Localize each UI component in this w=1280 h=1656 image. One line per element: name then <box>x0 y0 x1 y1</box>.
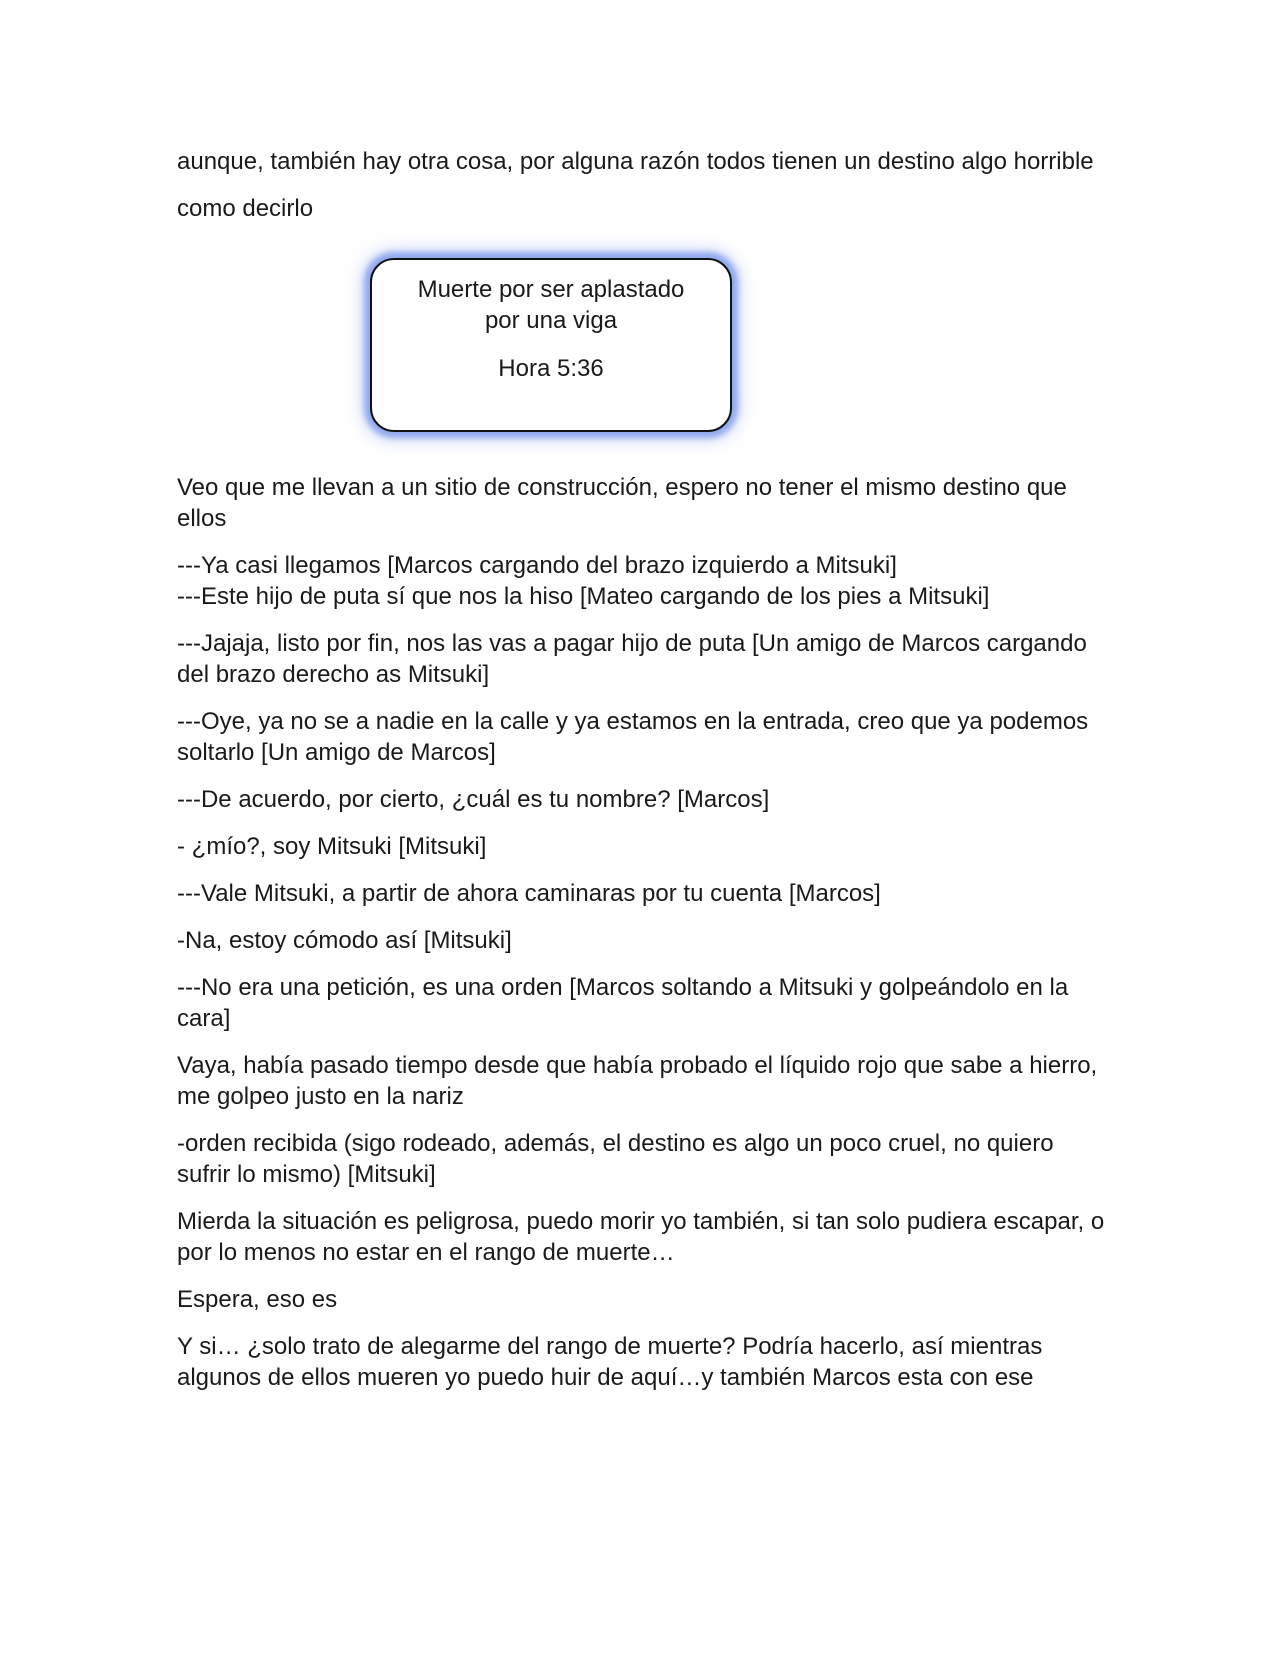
paragraph-dialogue-order: ---No era una petición, es una orden [Marcos soltando a Mitsuki y golpeándolo en la cara] <box>177 974 1069 1032</box>
dialogue-line-marcos: ---Ya casi llegamos [Marcos cargando del brazo izquierdo a Mitsuki] <box>177 552 897 579</box>
paragraph-dialogue-mitsuki: - ¿mío?, soy Mitsuki [Mitsuki] <box>177 833 487 860</box>
paragraph-danger: Mierda la situación es peligrosa, puedo morir yo también, si tan solo pudiera escapar, o por lo menos no estar en el rango de muerte… <box>177 1208 1105 1266</box>
paragraph-dialogue-entrance: ---Oye, ya no se a nadie en la calle y ya estamos en la entrada, creo que ya podemos soltarlo [Un amigo de Marcos] <box>177 708 1089 766</box>
paragraph-como-decirlo: como decirlo <box>177 195 314 222</box>
paragraph-dialogue-friend: ---Jajaja, listo por fin, nos las vas a pagar hijo de puta [Un amigo de Marcos cargando del brazo derecho as Mitsuki] <box>177 630 1087 688</box>
status-box-line-1: Muerte por ser aplastado <box>417 276 685 303</box>
document-page <box>177 146 1107 1409</box>
paragraph-order-received: -orden recibida (sigo rodeado, además, el destino es algo un poco cruel, no quiero sufrir lo mismo) [Mitsuki] <box>177 1130 1054 1188</box>
paragraph-dialogue-name: ---De acuerdo, por cierto, ¿cuál es tu nombre? [Marcos] <box>177 786 770 813</box>
paragraph-dialogue-comfortable: -Na, estoy cómodo así [Mitsuki] <box>177 927 512 954</box>
status-box-time: Hora 5:36 <box>498 355 604 382</box>
death-status-box <box>370 258 732 432</box>
paragraph-intro: aunque, también hay otra cosa, por alguna razón todos tienen un destino algo horrible <box>177 148 1094 175</box>
paragraph-construction-site: Veo que me llevan a un sitio de construcción, espero no tener el mismo destino que ellos <box>177 474 1067 532</box>
paragraph-blood: Vaya, había pasado tiempo desde que había probado el líquido rojo que sabe a hierro, me golpeo justo en la nariz <box>177 1052 1098 1110</box>
paragraph-wait: Espera, eso es <box>177 1286 338 1313</box>
dialogue-line-mateo: ---Este hijo de puta sí que nos la hiso [Mateo cargando de los pies a Mitsuki] <box>177 583 990 610</box>
paragraph-dialogue-arrival <box>177 550 1107 612</box>
paragraph-dialogue-walk: ---Vale Mitsuki, a partir de ahora caminaras por tu cuenta [Marcos] <box>177 880 881 907</box>
paragraph-escape-plan: Y si… ¿solo trato de alegarme del rango de muerte? Podría hacerlo, así mientras algunos de ellos mueren yo puedo huir de aquí…y también Marcos esta con ese <box>177 1333 1043 1391</box>
status-box-line-2: por una viga <box>484 307 618 334</box>
